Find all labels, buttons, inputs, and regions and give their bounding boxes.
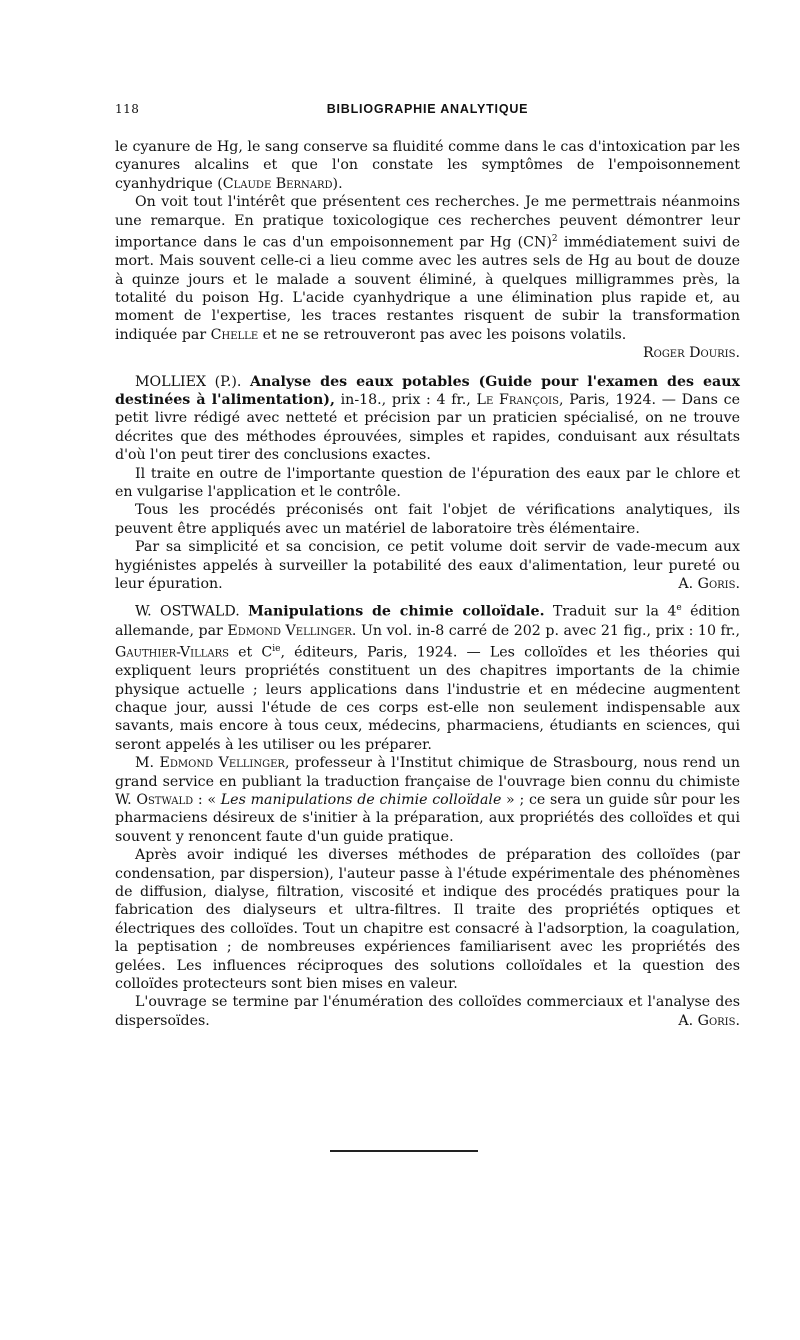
cited-work-title: Les manipulations de chimie colloïdale (220, 792, 502, 809)
review3-entry: W. OSTWALD. Manipulations de chimie colloïdale. Traduit sur la 4e édition allemande, par Edmond Vellinger. Un vol. in-8 carré de 202 p. avec 21 fig., prix : 10 fr., Gauthier-Villars et $C^{ie}$, éditeurs, Paris, 1924. — Les colloïdes et les théories qui expliquent leurs propriétés constituent un des chapitres importants de la chimie physique actuelle ; leurs applications dans l'industrie et en médecine augmentent chaque jour, aussi l'étude de ces corps est-elle non seulement indispensable aux savants, mais encore à tous ceux, médecins, pharmaciens, étudiants en sciences, qui seront appelés à les utiliser ou les préparer. (115, 603, 741, 753)
review2-paragraph-2: Il traite en outre de l'importante question de l'épuration des eaux par le chlore et en vulgarise l'application et le contrôle. (115, 465, 740, 501)
cited-author: Chelle (210, 326, 259, 343)
review2-paragraph-4: Par sa simplicité et sa concision, ce petit volume doit servir de vade-mecum aux hygiénistes appelés à surveiller la potabilité des eaux d'alimentation, leur pureté ou leur épuration. A. Goris. (115, 539, 740, 593)
publisher: Le François (476, 392, 559, 409)
review-author: MOLLIEX (P.). (135, 373, 242, 390)
publisher: Gauthier-Villars (115, 644, 229, 661)
review-signature: A. Goris. (678, 576, 740, 593)
running-header (115, 102, 740, 122)
review1-paragraph-2: On voit tout l'intérêt que présentent ces recherches. Je me permettrais néanmoins une remarque. En pratique toxicologique ces recherches peuvent démontrer leur importance dans le cas d'un empoisonnement par Hg (CN)$^2$ immédiatement suivi de mort. Mais souvent celle-ci a lieu comme avec les autres sels de Hg au bout de douze à quinze jours et le malade a souvent éliminé, à quelques milligrammes près, la totalité du poison Hg. L'acide cyanhydrique a une élimination plus rapide et, au moment de l'expertise, les traces restantes risquent de subir la transformation indiquée par Chelle et ne se retrouveront pas avec les poisons volatils. Roger Douris. (115, 194, 740, 362)
review3-paragraph-4: L'ouvrage se termine par l'énumération des colloïdes commerciaux et l'analyse des dispersoïdes. A. Goris. (115, 994, 740, 1029)
running-title: BIBLIOGRAPHIE ANALYTIQUE (326, 102, 529, 116)
review-signature: A. Goris. (678, 1012, 740, 1029)
section-divider (330, 1150, 478, 1152)
review-signature: Roger Douris. (642, 345, 740, 362)
translator: Edmond Vellinger (227, 622, 352, 639)
review-author: W. OSTWALD. (135, 604, 240, 621)
book-title: Analyse des eaux potables (Guide pour l'examen des eaux destinées à l'alimentation), (115, 373, 740, 409)
book-title: Manipulations de chimie colloïdale. (248, 604, 545, 621)
page-number: 118 (115, 102, 140, 116)
cited-author: Claude Bernard (222, 175, 333, 192)
review3-paragraph-2: M. Edmond Vellinger, professeur à l'Institut chimique de Strasbourg, nous rend un grand service en publiant la traduction française de l'ouvrage bien connu du chimiste W. Ostwald : « Les manipulations de chimie colloïdale » ; ce sera un guide sûr pour les pharmaciens désireux de s'initier à la préparation, aux propriétés des colloïdes et qui souvent y renoncent faute d'un guide pratique. (115, 755, 741, 845)
review3-paragraph-3: Après avoir indiqué les diverses méthodes de préparation des colloïdes (par condensation, par dispersion), l'auteur passe à l'étude expérimentale des phénomènes de diffusion, dialyse, filtration, viscosité et indique des procédés pratiques pour la fabrication des dialyseurs et ultra-filtres. Il traite des propriétés optiques et électriques des colloïdes. Tout un chapitre est consacré à l'adsorption, la coagulation, la peptisation ; de nombreuses expériences familiarisent avec les propriétés des gelées. Les influences réciproques des solutions colloïdales et la question des colloïdes protecteurs sont bien mises en valeur. (115, 847, 740, 993)
review2-paragraph-3: Tous les procédés préconisés ont fait l'objet de vérifications analytiques, ils peuvent être appliqués avec un matériel de laboratoire très élémentaire. (115, 502, 740, 537)
review2-entry: MOLLIEX (P.). Analyse des eaux potables (Guide pour l'examen des eaux destinées à l'alimentation), in-18., prix : 4 fr., Le François, Paris, 1924. — Dans ce petit livre rédigé avec netteté et précision par un praticien spécialisé, on ne trouve décrites que des méthodes éprouvées, simples et rapides, conduisant aux résultats d'où l'on peut tirer des conclusions exactes. (115, 373, 740, 464)
review1-paragraph-1: le cyanure de Hg, le sang conserve sa fluidité comme dans le cas d'intoxication par les cyanures alcalins et que l'on constate les symptômes de l'empoisonnement cyanhydrique (Claude Bernard). (115, 139, 740, 192)
body-text (115, 138, 740, 1030)
